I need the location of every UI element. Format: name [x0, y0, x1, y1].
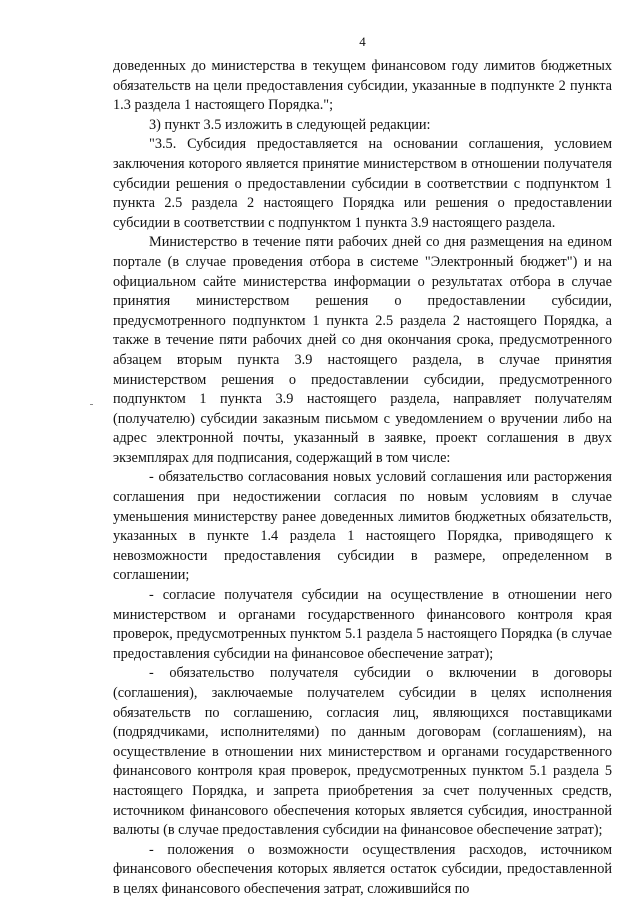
list-item-expense-provisions: - положения о возможности осуществления расходов, источником финансового обеспечения которых является остаток субсидии, предоставленной в целях финансового обеспечения затрат, сложившийся по [113, 841, 612, 897]
paragraph-item-3: 3) пункт 3.5 изложить в следующей редакции: [149, 116, 431, 133]
page-number: 4 [359, 34, 366, 49]
scan-margin-mark [90, 404, 93, 405]
document-body [113, 57, 612, 900]
paragraph-clause-3-5: "3.5. Субсидия предоставляется на основании соглашения, условием заключения которого является принятие министерством в отношении получателя субсидии решения о предоставлении субсидии в соответствии с подпунктом 1 пункта 2.5 раздела 2 настоящего Порядка или решения о предоставлении субсидии в соответствии с подпунктом 1 пункта 3.9 настоящего раздела. [113, 136, 612, 231]
list-item-consent-inspections: - согласие получателя субсидии на осуществление в отношении него министерством и органами государственного финансового контроля края проверок, предусмотренных пунктом 5.1 раздела 5 настоящего Порядка (в случае предоставления субсидии на финансовое обеспечение затрат); [113, 587, 612, 662]
list-item-obligation-agreement: - обязательство согласования новых условий соглашения или расторжения соглашения при недостижении согласия по новым условиям в случае уменьшения министерству ранее доведенных лимитов бюджетных обязательств, указанных в пункте 1.4 раздела 1 настоящего Порядка, приводящего к невозможности предоставления субсидии в размере, определенном в соглашении; [113, 469, 612, 584]
list-item-obligation-contracts: - обязательство получателя субсидии о включении в договоры (соглашения), заключаемые получателем субсидии в целях исполнения обязательств по соглашению, согласия лиц, являющихся поставщиками (подрядчиками, исполнителями) по данным договорам (соглашениям), на осуществление в отношении них министерством и органами государственного финансового контроля края проверок, предусмотренных пунктом 5.1 раздела 5 настоящего Порядка, и запрета приобретения за счет полученных средств, источником финансового обеспечения которых является субсидия, иностранной валюты (в случае предоставления субсидии на финансовое обеспечение затрат); [113, 665, 612, 839]
paragraph-continuation: доведенных до министерства в текущем финансовом году лимитов бюджетных обязательств на цели предоставления субсидии, указанные в подпункте 2 пункта 1.3 раздела 1 настоящего Порядка."; [113, 58, 612, 114]
paragraph-ministry-duties: Министерство в течение пяти рабочих дней со дня размещения на едином портале (в случае проведения отбора в системе "Электронный бюджет") и на официальном сайте министерства информации о результатах отбора в случае принятия министерством решения о предоставлении субсидии, предусмотренного подпунктом 1 пункта 2.5 раздела 2 настоящего Порядка, а также в течение пяти рабочих дней со дня окончания срока, предусмотренного абзацем вторым пункта 3.9 настоящего раздела, в случае принятия министерством решения о предоставлении субсидии, предусмотренного подпунктом 1 пункта 3.9 настоящего раздела, направляет получателям (получателю) субсидии заказным письмом с уведомлением о вручении либо на адрес электронной почты, указанный в заявке, проект соглашения в двух экземплярах для подписания, содержащий в том числе: [113, 234, 612, 466]
